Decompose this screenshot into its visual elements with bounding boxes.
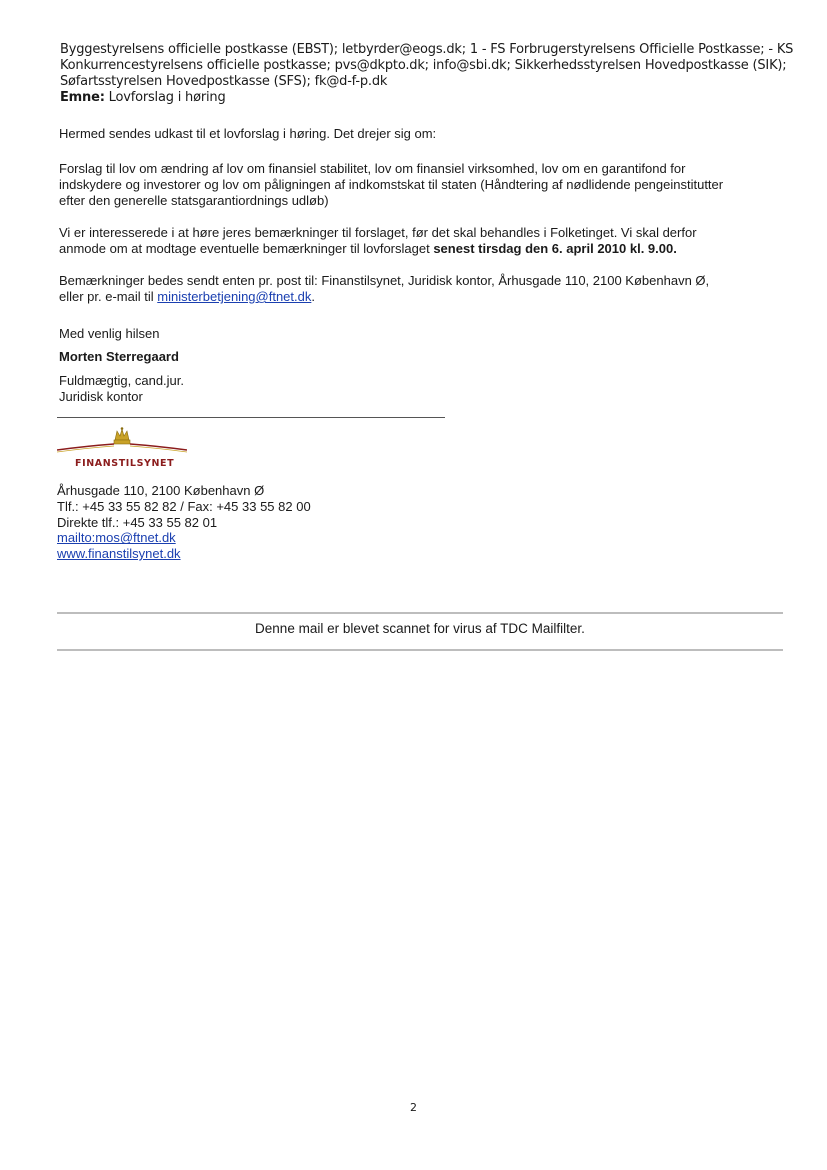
request-paragraph (59, 225, 769, 257)
proposal-line: indskydere og investorer og lov om påligningen af indkomstskat til staten (Håndtering af nødlidende pengeinstitutter (59, 177, 724, 192)
subject-value: Lovforslag i høring (108, 90, 226, 105)
proposal-line: Forslag til lov om ændring af lov om finansiel stabilitet, lov om finansiel virksomhed, lov om en garantifond for (59, 161, 686, 176)
intro-paragraph (59, 126, 769, 142)
recipients-line: Byggestyrelsens officielle postkasse (EBST); letbyrder@eogs.dk; 1 - FS Forbrugerstyrelsens Officielle Postkasse; - KS (60, 42, 794, 57)
reply-paragraph (59, 273, 769, 305)
reply-line: Bemærkninger bedes sendt enten pr. post til: Finanstilsynet, Juridisk kontor, Århusgade 110, 2100 København Ø, (59, 273, 710, 288)
recipients-line: Søfartsstyrelsen Hovedpostkasse (SFS); fk@d-f-p.dk (60, 74, 388, 89)
deadline-text: senest tirsdag den 6. april 2010 kl. 9.00. (433, 241, 677, 256)
reply-text: eller pr. e-mail til (59, 289, 158, 304)
request-line (59, 241, 769, 257)
page-number: 2 (410, 1101, 417, 1114)
virus-notice: Denne mail er blevet scannet for virus af TDC Mailfilter. (255, 621, 585, 636)
subject-line (60, 90, 800, 106)
proposal-paragraph (59, 161, 769, 209)
request-line: Vi er interesserede i at høre jeres bemærkninger til forslaget, før det skal behandles i Folketinget. Vi skal derfor (59, 225, 697, 240)
signer-name: Morten Sterregaard (59, 349, 179, 364)
phone-fax: Tlf.: +45 33 55 82 82 / Fax: +45 33 55 82 00 (57, 498, 311, 514)
email-header (60, 42, 800, 106)
closing-text: Med venlig hilsen (59, 326, 160, 341)
footer-rule-top (57, 612, 783, 614)
contact-block (57, 483, 311, 562)
request-text: anmode om at modtage eventuelle bemærkninger til lovforslaget (59, 241, 434, 256)
website-link[interactable]: www.finanstilsynet.dk (57, 546, 181, 562)
crown-icon (114, 427, 130, 444)
subject-label: Emne: (60, 90, 105, 105)
proposal-line: efter den generelle statsgarantiordnings udløb) (59, 193, 329, 208)
intro-text: Hermed sendes udkast til et lovforslag i høring. Det drejer sig om: (59, 126, 437, 141)
signer-title: Fuldmægtig, cand.jur. (59, 373, 185, 388)
direct-phone: Direkte tlf.: +45 33 55 82 01 (57, 514, 218, 530)
mailto-link[interactable]: mailto:mos@ftnet.dk (57, 530, 176, 546)
footer-rule-bottom (57, 649, 783, 651)
reply-line (59, 289, 769, 305)
address: Århusgade 110, 2100 København Ø (57, 483, 265, 498)
reply-email-link[interactable]: ministerbetjening@ftnet.dk (157, 289, 312, 304)
recipients-line: Konkurrencestyrelsens officielle postkasse; pvs@dkpto.dk; info@sbi.dk; Sikkerhedsstyrelsen Hovedpostkasse (SIK); (60, 58, 787, 73)
reply-text-end: . (311, 289, 315, 304)
signer-department: Juridisk kontor (59, 389, 143, 404)
logo-wordmark: FINANSTILSYNET (75, 458, 175, 469)
signature-divider (57, 417, 445, 418)
